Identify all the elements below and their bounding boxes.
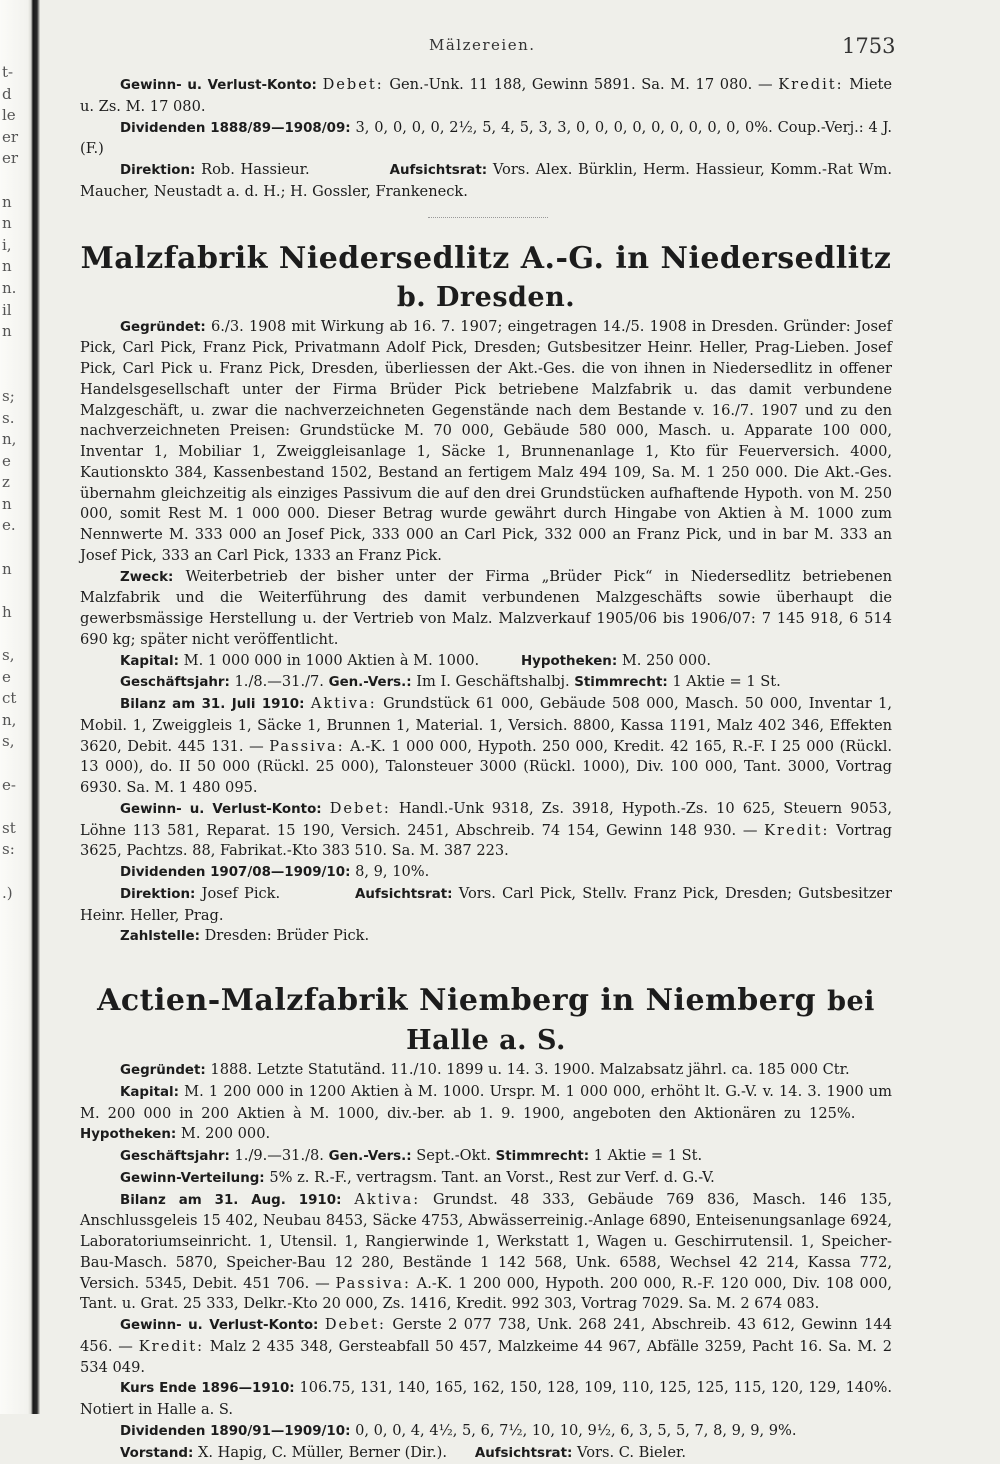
c2-dividenden bbox=[80, 1421, 892, 1443]
c2-kurs-text: 106.75, 131, 140, 165, 162, 150, 128, 109, 110, 125, 125, 115, 120, 129, 140%. Notiert in Halle a. S. bbox=[80, 1379, 892, 1418]
margin-letter: i, bbox=[2, 235, 14, 257]
c1-guv-kredit: Vortrag 3625, Pachtzs. 88, Fabrikat.-Kto 383 510. Sa. M. 387 223. bbox=[80, 822, 892, 860]
c1-st-text: 1 Aktie = 1 St. bbox=[672, 673, 780, 690]
c1-direktion bbox=[80, 884, 892, 927]
margin-letter: er bbox=[2, 127, 14, 149]
margin-letter: e bbox=[2, 667, 14, 689]
c1-gegr-label: Gegründet: bbox=[120, 320, 206, 335]
c2-auf-label: Aufsichtsrat: bbox=[475, 1446, 573, 1461]
c2-bil-label: Bilanz am 31. Aug. 1910: bbox=[120, 1193, 341, 1208]
c2-st-text: 1 Aktie = 1 St. bbox=[594, 1147, 702, 1164]
prev-guv-debet-word: Debet: bbox=[323, 76, 384, 93]
c2-gegr-text: 1888. Letzte Statutänd. 11./10. 1899 u. 14. 3. 1900. Malzabsatz jährl. ca. 185 000 Ctr. bbox=[210, 1061, 849, 1078]
margin-letter: e bbox=[2, 451, 14, 473]
c2-guv bbox=[80, 1315, 892, 1378]
c2-guv-debet: Gerste 2 077 738, Unk. 268 241, Abschreib. 43 612, Gewinn 144 456. — bbox=[80, 1316, 892, 1355]
c2-gewinn-verteilung bbox=[80, 1168, 892, 1190]
c2-bil-passiva: A.-K. 1 200 000, Hypoth. 200 000, R.-F. 120 000, Div. 108 000, Tant. u. Grat. 25 333, Delkr.-Kto 20 000, Zs. 1416, Kredit. 992 303, Vortrag 7029. Sa. M. 2 674 083. bbox=[80, 1275, 892, 1313]
margin-letter: n bbox=[2, 321, 14, 343]
margin-letter: le bbox=[2, 105, 14, 127]
margin-letter: s. bbox=[2, 408, 14, 430]
c1-zahl-text: Dresden: Brüder Pick. bbox=[205, 927, 370, 944]
c1-geschaeftsjahr bbox=[80, 672, 892, 694]
c2-gj-text: 1./9.—31./8. bbox=[235, 1147, 324, 1164]
c1-guv-debet-word: Debet: bbox=[330, 800, 391, 817]
c1-auf-label: Aufsichtsrat: bbox=[355, 887, 453, 902]
margin-letter bbox=[2, 861, 14, 883]
margin-letter bbox=[2, 753, 14, 775]
c1-guv-kredit-word: Kredit: bbox=[764, 822, 829, 839]
page-content bbox=[80, 75, 892, 1464]
c2-kapital-label: Kapital: bbox=[120, 1085, 179, 1100]
prev-guv-debet: Gen.-Unk. 11 188, Gewinn 5891. Sa. M. 17 080. — bbox=[389, 76, 772, 93]
c1-dividenden bbox=[80, 862, 892, 884]
c1-st-label: Stimmrecht: bbox=[574, 675, 667, 690]
margin-letter bbox=[2, 343, 14, 365]
c1-gj-label: Geschäftsjahr: bbox=[120, 675, 230, 690]
margin-letter bbox=[2, 170, 14, 192]
c1-bil-passiva: A.-K. 1 000 000, Hypoth. 250 000, Kredit. 42 165, R.-F. I 25 000 (Rückl. 13 000), do. II 50 000 (Rückl. 25 000), Talonsteuer 3000 (Rückl. 1000), Div. 100 000, Tant. 3000, Vortrag 6930. Sa. M. 1 480 095. bbox=[80, 738, 892, 797]
margin-letter bbox=[2, 580, 14, 602]
margin-letter: s, bbox=[2, 645, 14, 667]
c1-guv-label: Gewinn- u. Verlust-Konto: bbox=[120, 802, 322, 817]
c2-guv-kredit: Malz 2 435 348, Gersteabfall 50 457, Malzkeime 44 967, Abfälle 3259, Pacht 16. Sa. M. 2 534 049. bbox=[80, 1338, 892, 1376]
margin-letter: d bbox=[2, 84, 14, 106]
c1-bil-label: Bilanz am 31. Juli 1910: bbox=[120, 697, 304, 712]
c2-bil-passiva-word: Passiva: bbox=[335, 1275, 410, 1292]
c2-gewv-label: Gewinn-Verteilung: bbox=[120, 1171, 265, 1186]
margin-letter: er bbox=[2, 148, 14, 170]
c1-gegr-text: 6./3. 1908 mit Wirkung ab 16. 7. 1907; eingetragen 14./5. 1908 in Dresden. Gründer: Josef Pick, Carl Pick, Franz Pick, Privatmann Adolf Pick, Dresden; Gutsbesitzer Heinr. Heller, Prag-Lieben. Josef Pick, Carl Pick u. Franz Pick, Dresden, überliessen der Akt.-Ges. die von ihnen in Niedersedlitz in offener Handelsgesellschaft unter der Firma Brüder Pick betriebene Malzfabrik u. das damit verbundene Malzgeschäft, u. zwar die nachverzeichneten Gegenstände nach dem Bestande v. 16./7. 1907 und zu den nachverzeichneten Preisen: Grundstücke M. 70 000, Gebäude 580 000, Masch. u. Apparate 100 000, Inventar 1, Mobiliar 1, Zweiggleisanlage 1, Säcke 1, Brunnenanlage 1, Kto für Feuerversich. 4000, Kautionskto 384, Kassenbestand 1502, Bestand an fertigem Malz 494 109, Sa. M. 1 250 000. Die Akt.-Ges. übernahm gleichzeitig als einziges Passivum die auf den drei Grundstücken aufhaftende Hypoth. von M. 250 000, somit Rest M. 1 000 000. Dieser Betrag wurde gewährt durch Hingabe von Aktien à M. 1000 zum Nennwerte M. 333 000 an Josef Pick, 333 000 an Carl Pick, 332 000 an Franz Pick, und in bar M. 333 an Josef Pick, 333 an Carl Pick, 1333 an Franz Pick. bbox=[80, 318, 892, 564]
margin-letter: s; bbox=[2, 386, 14, 408]
c2-kurs-label: Kurs Ende 1896—1910: bbox=[120, 1381, 295, 1396]
c2-vorst-label: Vorstand: bbox=[120, 1446, 193, 1461]
prev-guv-label: Gewinn- u. Verlust-Konto: bbox=[120, 78, 317, 93]
c2-kapital-text: M. 1 200 000 in 1200 Aktien à M. 1000. Urspr. M. 1 000 000, erhöht lt. G.-V. v. 14. 3. 1900 um M. 200 000 in 200 Aktien à M. 1000, div.-ber. ab 1. 9. 1900, angeboten den Aktionären zu 125%. bbox=[80, 1083, 892, 1122]
c2-gj-label: Geschäftsjahr: bbox=[120, 1149, 230, 1164]
prev-dir-label: Direktion: bbox=[120, 163, 195, 178]
c1-dir-label: Direktion: bbox=[120, 887, 195, 902]
margin-letter: il bbox=[2, 300, 14, 322]
margin-letter bbox=[2, 537, 14, 559]
c2-div-text: 0, 0, 0, 4, 4½, 5, 6, 7½, 10, 10, 9½, 6, 3, 5, 5, 7, 8, 9, 9, 9%. bbox=[355, 1422, 797, 1439]
c2-gewv-text: 5% z. R.-F., vertragsm. Tant. an Vorst., Rest zur Verf. d. G.-V. bbox=[269, 1169, 714, 1186]
c1-bil-passiva-word: Passiva: bbox=[269, 738, 344, 755]
margin-letter: st bbox=[2, 818, 14, 840]
c1-hyp-text: M. 250 000. bbox=[622, 652, 711, 669]
margin-letter: ct bbox=[2, 688, 14, 710]
margin-letter: n bbox=[2, 256, 14, 278]
c1-gegruendet bbox=[80, 317, 892, 567]
c1-div-text: 8, 9, 10%. bbox=[355, 863, 429, 880]
c1-dir-text: Josef Pick. bbox=[202, 885, 281, 902]
c2-hyp-label: Hypotheken: bbox=[80, 1127, 176, 1142]
company-title-location: b. Dresden. bbox=[397, 282, 575, 313]
c1-zweck-label: Zweck: bbox=[120, 570, 173, 585]
margin-letter: n, bbox=[2, 710, 14, 732]
c1-zahlstelle bbox=[80, 926, 892, 948]
margin-letter bbox=[2, 364, 14, 386]
c2-kapital bbox=[80, 1082, 892, 1146]
c2-bil-aktiva: Grundst. 48 333, Gebäude 769 836, Masch. 146 135, Anschlussgeleis 15 402, Neubau 8453, Säcke 4753, Abwässerreinig.-Anlage 6890, Enteisenungsanlage 6924, Laboratoriumseinricht. 1, Utensil. 1, Rangierwinde 1, Werkstatt 1, Wagen u. Geschirrutensil. 1, Speicher-Bau-Masch. 5870, Speicher-Bau 12 280, Bestände 1 142 568, Unk. 6588, Wechsel 42 214, Kassa 772, Versich. 5345, Debit. 451 706. — bbox=[80, 1191, 892, 1292]
company-title-niemberg bbox=[80, 982, 892, 1060]
c1-zahl-label: Zahlstelle: bbox=[120, 929, 200, 944]
margin-letter: t- bbox=[2, 62, 14, 84]
running-head bbox=[0, 32, 1000, 62]
c2-gv-label: Gen.-Vers.: bbox=[329, 1149, 412, 1164]
prev-guv bbox=[80, 75, 892, 118]
c2-bilanz bbox=[80, 1190, 892, 1316]
margin-letter: s: bbox=[2, 839, 14, 861]
c1-zweck-text: Weiterbetrieb der bisher unter der Firma „Brüder Pick“ in Niedersedlitz betriebenen Malzfabrik und die Weiterführung des damit verbundenen Malzgeschäfts sowie überhaupt die gewerbsmässige Herstellung u. der Vertrieb von Malz. Malzverkauf 1905/06 bis 1906/07: 7 145 918, 6 514 690 kg; später nicht veröffentlicht. bbox=[80, 568, 892, 648]
margin-letter: h bbox=[2, 602, 14, 624]
company2-title-location: bei Halle a. S. bbox=[406, 986, 875, 1056]
c2-st-label: Stimmrecht: bbox=[496, 1149, 589, 1164]
c2-gegruendet bbox=[80, 1060, 892, 1082]
c2-gegr-label: Gegründet: bbox=[120, 1063, 206, 1078]
c2-geschaeftsjahr bbox=[80, 1146, 892, 1168]
prev-div-text: 3, 0, 0, 0, 0, 2½, 5, 4, 5, 3, 3, 0, 0, 0, 0, 0, 0, 0, 0, 0, 0%. Coup.-Verj.: 4 J. (F.) bbox=[80, 119, 892, 158]
c2-div-label: Dividenden 1890/91—1909/10: bbox=[120, 1424, 350, 1439]
prev-dir-text: Rob. Hassieur. bbox=[201, 161, 310, 178]
margin-letters bbox=[2, 62, 14, 904]
c2-kurs bbox=[80, 1378, 892, 1421]
margin-letter bbox=[2, 623, 14, 645]
c1-gv-text: Im I. Geschäftshalbj. bbox=[416, 673, 569, 690]
c1-auf-text: Vors. Carl Pick, Stellv. Franz Pick, Dresden; Gutsbesitzer Heinr. Heller, Prag. bbox=[80, 885, 892, 924]
c1-kapital bbox=[80, 651, 892, 673]
company-title-text: Malzfabrik Niedersedlitz A.-G. in Niedersedlitz bbox=[81, 241, 892, 276]
prev-div-label: Dividenden 1888/89—1908/09: bbox=[120, 121, 351, 136]
c2-auf-text: Vors. C. Bieler. bbox=[577, 1444, 686, 1461]
c1-guv bbox=[80, 799, 892, 862]
prev-dividenden bbox=[80, 118, 892, 161]
c1-kapital-text: M. 1 000 000 in 1000 Aktien à M. 1000. bbox=[184, 652, 480, 669]
c2-guv-debet-word: Debet: bbox=[325, 1316, 386, 1333]
c2-guv-label: Gewinn- u. Verlust-Konto: bbox=[120, 1318, 318, 1333]
margin-letter: n, bbox=[2, 429, 14, 451]
c1-zweck bbox=[80, 567, 892, 651]
c2-gv-text: Sept.-Okt. bbox=[416, 1147, 491, 1164]
margin-letter: z bbox=[2, 472, 14, 494]
margin-letter: s, bbox=[2, 731, 14, 753]
c1-guv-debet: Handl.-Unk 9318, Zs. 3918, Hypoth.-Zs. 10 625, Steuern 9053, Löhne 113 581, Reparat. 15 190, Versich. 2451, Abschreib. 74 154, Gewinn 148 930. — bbox=[80, 800, 892, 839]
c1-gj-text: 1./8.—31./7. bbox=[235, 673, 324, 690]
page-number: 1753 bbox=[842, 34, 895, 58]
prev-auf-label: Aufsichtsrat: bbox=[390, 163, 488, 178]
margin-letter: n bbox=[2, 192, 14, 214]
c1-bil-aktiva-word: Aktiva: bbox=[311, 695, 377, 712]
c1-kapital-label: Kapital: bbox=[120, 654, 179, 669]
prev-direktion bbox=[80, 160, 892, 203]
margin-letter bbox=[2, 796, 14, 818]
margin-letter: n bbox=[2, 494, 14, 516]
c1-bil-aktiva: Grundstück 61 000, Gebäude 508 000, Masch. 50 000, Inventar 1, Mobil. 1, Zweiggleis 1, Säcke 1, Brunnen 1, Material. 1, Versich. 8800, Kassa 1191, Malz 402 346, Effekten 3620, Debit. 445 131. — bbox=[80, 695, 892, 755]
margin-letter: n bbox=[2, 559, 14, 581]
c1-bilanz bbox=[80, 694, 892, 799]
c1-div-label: Dividenden 1907/08—1909/10: bbox=[120, 865, 350, 880]
margin-letter: e- bbox=[2, 775, 14, 797]
c2-hyp-text: M. 200 000. bbox=[181, 1125, 270, 1142]
company-title-niedersedlitz bbox=[80, 240, 892, 317]
c2-guv-kredit-word: Kredit: bbox=[139, 1338, 204, 1355]
c2-bil-aktiva-word: Aktiva: bbox=[354, 1191, 420, 1208]
running-title: Mälzereien. bbox=[429, 36, 536, 54]
margin-letter: n. bbox=[2, 278, 14, 300]
company2-title-text: Actien-Malzfabrik Niemberg in Niemberg bbox=[97, 983, 816, 1018]
margin-letter: e. bbox=[2, 515, 14, 537]
c2-vorstand bbox=[80, 1443, 892, 1464]
prev-guv-kredit: Miete u. Zs. M. 17 080. bbox=[80, 76, 892, 115]
c2-vorst-text: X. Hapig, C. Müller, Berner (Dir.). bbox=[198, 1444, 447, 1461]
prev-guv-kredit-word: Kredit: bbox=[778, 76, 843, 93]
margin-letter: .) bbox=[2, 883, 14, 905]
margin-letter: n bbox=[2, 213, 14, 235]
c1-gv-label: Gen.-Vers.: bbox=[329, 675, 412, 690]
prev-auf-text: Vors. Alex. Bürklin, Herm. Hassieur, Komm.-Rat Wm. Maucher, Neustadt a. d. H.; H. Gossler, Frankeneck. bbox=[80, 161, 892, 200]
c1-hyp-label: Hypotheken: bbox=[521, 654, 617, 669]
